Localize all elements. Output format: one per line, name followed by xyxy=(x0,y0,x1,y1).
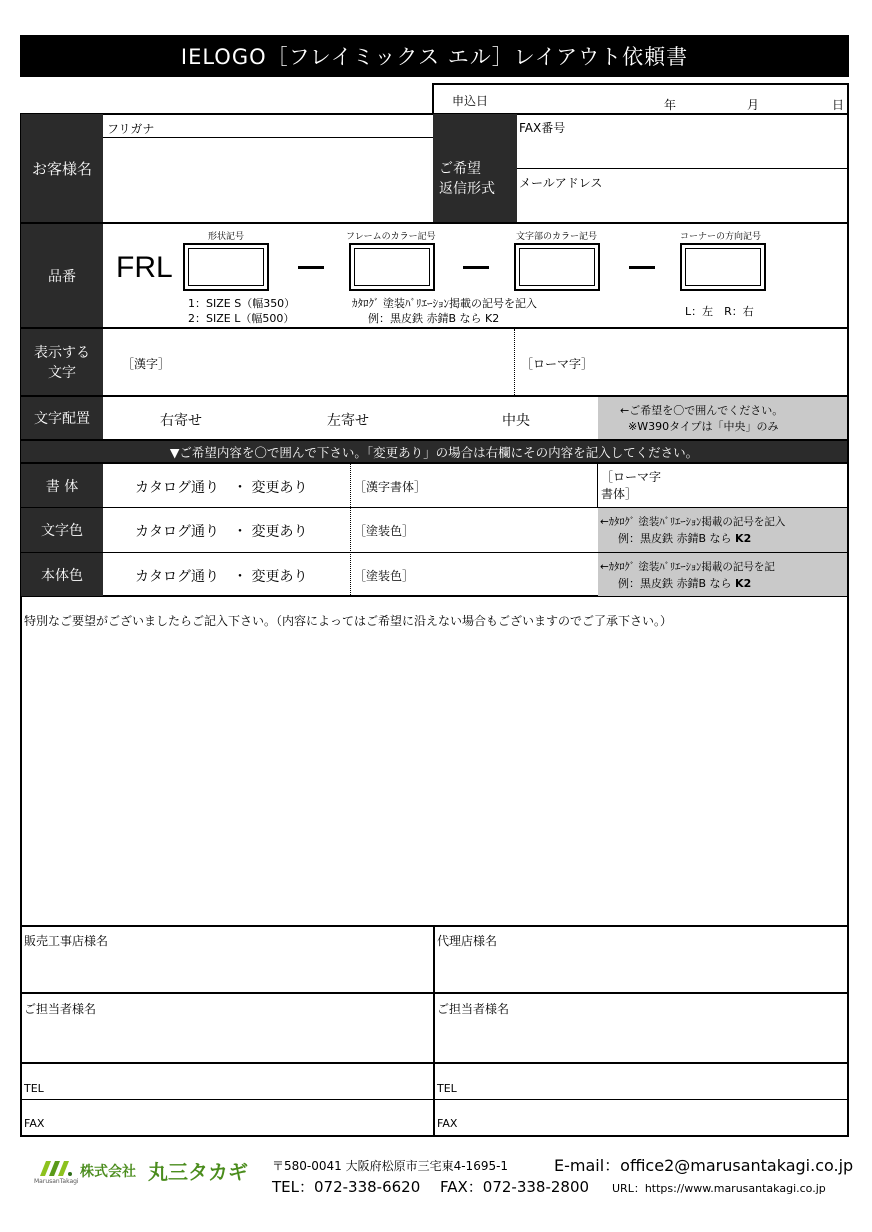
company-address: 〒580-0041 大阪府松原市三宅東4-1695-1 xyxy=(272,1159,509,1173)
agent-tel-label: TEL xyxy=(437,1082,457,1095)
text-color-box[interactable] xyxy=(514,243,600,291)
agent-contact-label: ご担当者様名 xyxy=(437,1002,510,1016)
corner-direction-box[interactable] xyxy=(680,243,766,291)
roman-font-label-2: 書体］ xyxy=(601,487,638,501)
dealer-contact-field[interactable] xyxy=(24,1018,429,1058)
company-prefix: 株式会社 xyxy=(80,1164,136,1180)
color-code-note: ｶﾀﾛｸﾞ 塗装ﾊﾞﾘｴｰｼｮﾝ掲載の記号を記入 xyxy=(352,297,537,310)
company-name: 丸三タカギ xyxy=(148,1160,248,1184)
dealer-name-label: 販売工事店様名 xyxy=(24,934,109,948)
text-color-choice[interactable]: カタログ通り ・ 変更あり xyxy=(135,524,308,540)
kanji-field[interactable] xyxy=(140,332,502,392)
kanji-label: ［漢字］ xyxy=(122,357,171,371)
agent-name-field[interactable] xyxy=(437,950,845,990)
body-color-choice[interactable]: カタログ通り ・ 変更あり xyxy=(135,569,308,585)
day-label: 日 xyxy=(832,98,845,112)
separator-dash xyxy=(629,266,655,269)
year-label: 年 xyxy=(664,98,677,112)
kanji-font-label: ［漢字書体］ xyxy=(354,480,427,494)
logo-subtext: MarusanTakagi xyxy=(34,1178,79,1185)
date-row xyxy=(432,83,849,115)
fax-number-label: FAX番号 xyxy=(519,121,566,135)
text-color-example: 例：黒皮鉄 赤錆B なら K2 xyxy=(618,532,752,545)
size-option-1: 1：SIZE S（幅350） xyxy=(188,297,296,310)
text-paint-color-label: ［塗装色］ xyxy=(354,524,415,538)
alignment-note: ←ご希望を〇で囲んでください。 xyxy=(620,404,784,417)
shape-code-box[interactable] xyxy=(183,243,269,291)
special-requests-area[interactable] xyxy=(20,597,849,927)
frame-color-caption: フレームのカラー記号 xyxy=(346,232,436,242)
dealer-name-field[interactable] xyxy=(24,950,429,990)
dealer-fax-label: FAX xyxy=(24,1117,45,1130)
instruction-bar: ▼ご希望内容を〇で囲んで下さい。「変更あり」の場合は右欄にその内容を記入してください。 xyxy=(21,441,847,462)
text-color-note: ←ｶﾀﾛｸﾞ 塗装ﾊﾞﾘｴｰｼｮﾝ掲載の記号を記入 xyxy=(600,516,786,528)
company-logo-icon xyxy=(38,1158,74,1178)
furigana-label: フリガナ xyxy=(107,122,155,136)
agent-name-label: 代理店様名 xyxy=(437,934,498,948)
page-title: IELOGO［フレイミックス エル］レイアウト依頼書 xyxy=(20,35,849,77)
font-choice[interactable]: カタログ通り ・ 変更あり xyxy=(135,480,308,496)
roman-font-label: ［ローマ字 xyxy=(601,470,662,484)
dealer-tel-label: TEL xyxy=(24,1082,44,1095)
agent-contact-field[interactable] xyxy=(437,1018,845,1058)
fax-number-field[interactable] xyxy=(519,135,847,167)
corner-direction-caption: コーナーの方向記号 xyxy=(680,232,762,242)
separator-dash xyxy=(463,266,489,269)
email-label: メールアドレス xyxy=(519,176,603,190)
company-tel: TEL：072-338-6620 xyxy=(272,1178,421,1196)
company-email: E-mail：office2@marusantakagi.co.jp xyxy=(554,1156,854,1175)
company-fax: FAX：072-338-2800 xyxy=(440,1178,590,1196)
align-center-option[interactable]: 中央 xyxy=(502,413,530,429)
roman-field[interactable] xyxy=(600,332,845,392)
text-alignment-label: 文字配置 xyxy=(21,397,103,439)
roman-label: ［ローマ字］ xyxy=(521,357,594,371)
align-left-option[interactable]: 左寄せ xyxy=(327,413,369,429)
customer-label: お客様名 xyxy=(21,114,103,222)
align-right-option[interactable]: 右寄せ xyxy=(160,413,202,429)
size-option-2: 2：SIZE L（幅500） xyxy=(188,312,295,325)
month-label: 月 xyxy=(747,98,760,112)
company-url[interactable]: URL：https://www.marusantakagi.co.jp xyxy=(612,1182,826,1195)
reply-format-label: ご希望 返信形式 xyxy=(433,114,517,222)
shape-code-caption: 形状記号 xyxy=(208,232,245,242)
special-requests-label: 特別なご要望がございましたらご記入下さい。（内容によってはご希望に沿えない場合もございますのでご了承下さい。） xyxy=(24,614,673,628)
body-color-example: 例：黒皮鉄 赤錆B なら K2 xyxy=(618,577,752,590)
corner-direction-note: L：左 R：右 xyxy=(685,305,754,318)
text-color-label: 文字色 xyxy=(21,508,103,552)
product-code-label: 品番 xyxy=(21,224,103,328)
text-color-caption: 文字部のカラー記号 xyxy=(516,232,598,242)
frame-color-box[interactable] xyxy=(349,243,435,291)
font-label: 書 体 xyxy=(21,464,103,507)
body-color-note: ←ｶﾀﾛｸﾞ 塗装ﾊﾞﾘｴｰｼｮﾝ掲載の記号を記 xyxy=(600,561,775,573)
product-code-prefix: FRL xyxy=(116,251,173,284)
body-color-label: 本体色 xyxy=(21,553,103,596)
separator-dash xyxy=(298,266,324,269)
application-date-label: 申込日 xyxy=(452,94,489,108)
body-paint-color-label: ［塗装色］ xyxy=(354,569,415,583)
dealer-contact-label: ご担当者様名 xyxy=(24,1002,97,1016)
color-code-example: 例：黒皮鉄 赤錆B なら K2 xyxy=(368,312,500,325)
agent-fax-label: FAX xyxy=(437,1117,458,1130)
email-field[interactable] xyxy=(519,190,847,220)
center-only-note: ※W390タイプは「中央」のみ xyxy=(628,420,779,433)
display-text-label: 表示する 文字 xyxy=(21,329,103,395)
customer-name-field[interactable] xyxy=(105,140,431,220)
